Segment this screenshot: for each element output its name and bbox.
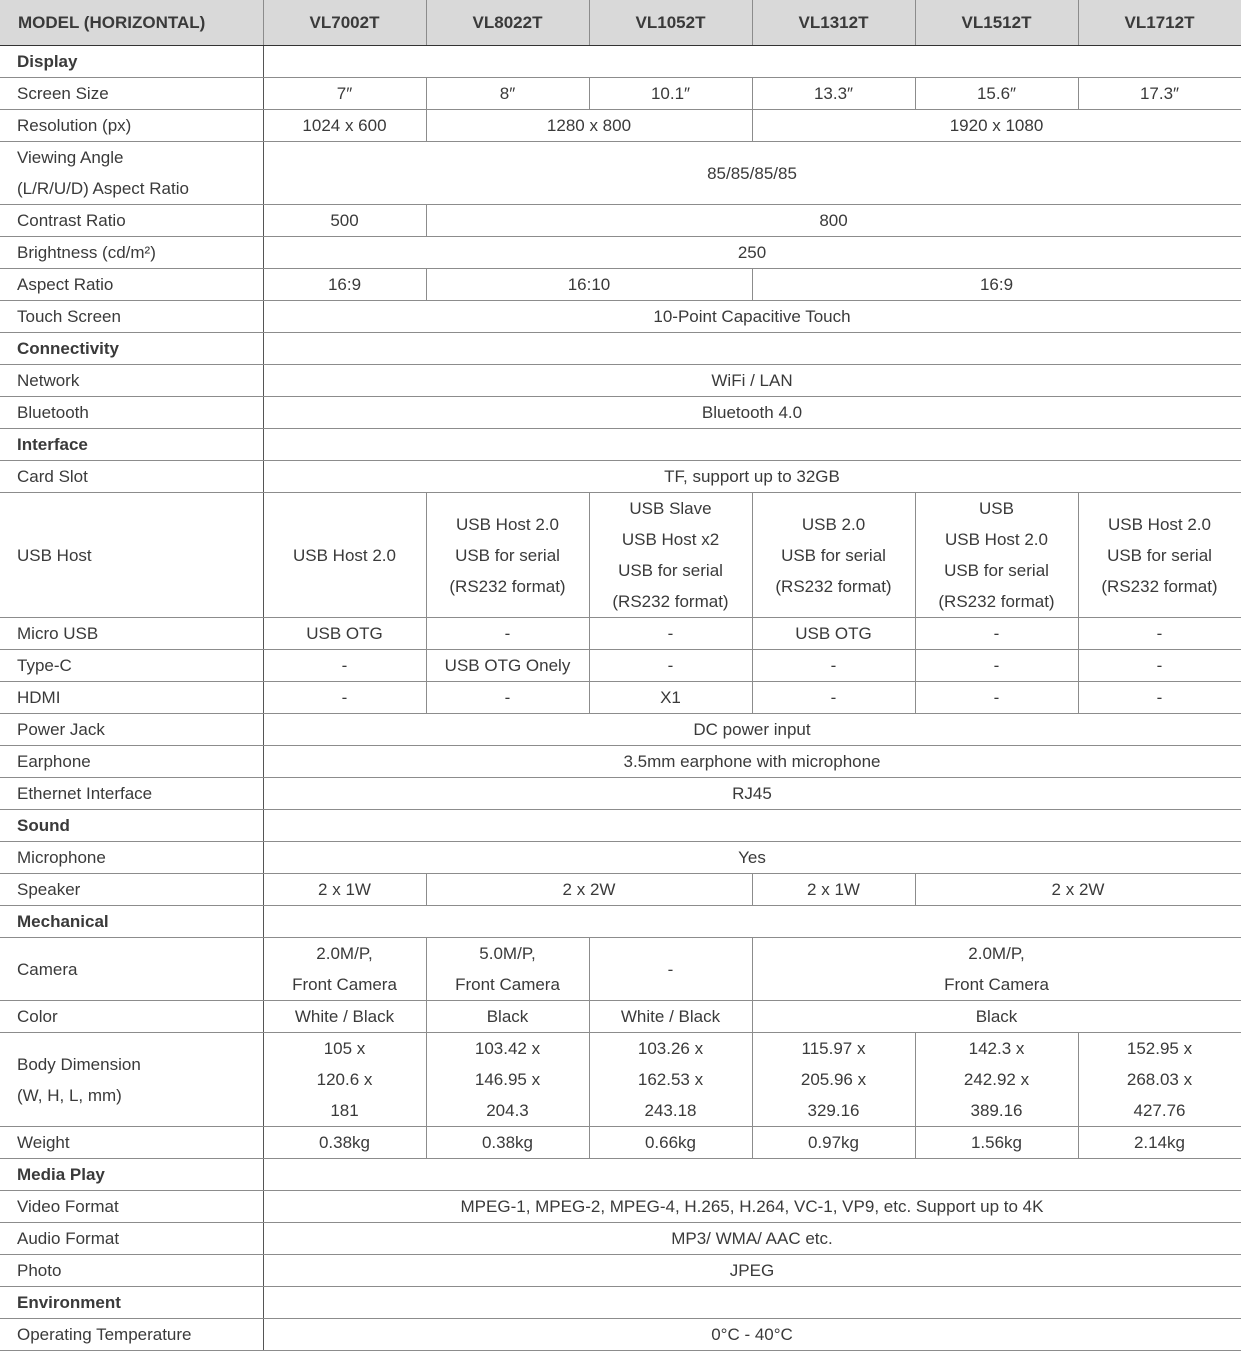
cell-line: 268.03 x (1126, 1070, 1193, 1089)
table-row (0, 493, 1241, 618)
cell (263, 493, 426, 618)
row-label-line: (L/R/U/D) Aspect Ratio (17, 179, 189, 198)
cell: - (752, 682, 915, 714)
cell: 250 (263, 237, 1241, 269)
empty-cell (263, 46, 1241, 78)
cell: - (426, 682, 589, 714)
table-row (0, 78, 1241, 110)
model-header: VL1712T (1078, 0, 1241, 46)
row-label: Microphone (0, 842, 263, 874)
table-row (0, 1001, 1241, 1033)
cell: - (1078, 682, 1241, 714)
table-row (0, 650, 1241, 682)
cell (915, 493, 1078, 618)
section-row (0, 429, 1241, 461)
table-row (0, 1223, 1241, 1255)
cell: 0.38kg (263, 1127, 426, 1159)
cell: USB OTG (263, 618, 426, 650)
cell-line: USB Host 2.0 (1108, 514, 1211, 534)
cell: 3.5mm earphone with microphone (263, 746, 1241, 778)
cell-line: 105 x (323, 1039, 366, 1058)
cell: 800 (426, 205, 1241, 237)
empty-cell (263, 1287, 1241, 1319)
model-header: VL8022T (426, 0, 589, 46)
cell-line: 162.53 x (637, 1070, 704, 1089)
row-label: Bluetooth (0, 397, 263, 429)
cell: - (915, 682, 1078, 714)
cell-line: 242.92 x (963, 1070, 1030, 1089)
cell-line: 181 (330, 1101, 359, 1120)
cell-line: 389.16 (970, 1101, 1023, 1120)
cell (589, 493, 752, 618)
cell: - (915, 650, 1078, 682)
cell-line: USB for serial (944, 561, 1049, 580)
cell-line: USB for serial (455, 545, 560, 565)
cell-line: 427.76 (1133, 1101, 1186, 1120)
model-header: VL1512T (915, 0, 1078, 46)
cell-line: USB Host 2.0 (945, 530, 1048, 549)
row-label: Audio Format (0, 1223, 263, 1255)
table-row (0, 778, 1241, 810)
cell-line: USB for serial (781, 545, 886, 565)
cell (915, 1033, 1078, 1127)
section-interface: Interface (0, 429, 263, 461)
cell: Black (426, 1001, 589, 1033)
cell: - (1078, 618, 1241, 650)
row-label: Screen Size (0, 78, 263, 110)
cell: - (589, 650, 752, 682)
row-label: Card Slot (0, 461, 263, 493)
cell: RJ45 (263, 778, 1241, 810)
row-label: Aspect Ratio (0, 269, 263, 301)
cell-line: USB Host 2.0 (293, 545, 396, 565)
cell: 17.3″ (1078, 78, 1241, 110)
cell: - (915, 618, 1078, 650)
cell-line: 243.18 (644, 1101, 697, 1120)
cell: 2 x 2W (426, 874, 752, 906)
empty-cell (263, 333, 1241, 365)
section-row (0, 333, 1241, 365)
cell-line: USB (979, 499, 1014, 518)
table-row (0, 237, 1241, 269)
cell: 0.38kg (426, 1127, 589, 1159)
row-label: Brightness (cd/m²) (0, 237, 263, 269)
cell: 2 x 1W (263, 874, 426, 906)
section-row (0, 906, 1241, 938)
section-row (0, 46, 1241, 78)
header-row (0, 0, 1241, 46)
cell: 10.1″ (589, 78, 752, 110)
cell: DC power input (263, 714, 1241, 746)
cell-line: USB Host 2.0 (456, 514, 559, 534)
table-row (0, 269, 1241, 301)
row-label: USB Host (0, 493, 263, 618)
cell-line: 152.95 x (1126, 1039, 1193, 1058)
row-label: Power Jack (0, 714, 263, 746)
table-row (0, 746, 1241, 778)
model-header-label: MODEL (HORIZONTAL) (0, 0, 263, 46)
cell: MPEG-1, MPEG-2, MPEG-4, H.265, H.264, VC-1, VP9, etc. Support up to 4K (263, 1191, 1241, 1223)
cell (752, 938, 1241, 1001)
table-row (0, 1127, 1241, 1159)
section-row (0, 810, 1241, 842)
table-row (0, 842, 1241, 874)
row-label: Earphone (0, 746, 263, 778)
cell: - (589, 618, 752, 650)
table-row (0, 1191, 1241, 1223)
table-row (0, 938, 1241, 1001)
cell-line: - (667, 959, 674, 979)
row-label: Speaker (0, 874, 263, 906)
cell (1078, 493, 1241, 618)
cell-line: (RS232 format) (938, 592, 1055, 611)
table-row (0, 682, 1241, 714)
cell (426, 493, 589, 618)
table-row (0, 874, 1241, 906)
table-row (0, 301, 1241, 333)
cell: 1920 x 1080 (752, 110, 1241, 142)
cell-line: USB Slave (629, 499, 712, 518)
cell-line: 204.3 (486, 1101, 529, 1120)
cell: MP3/ WMA/ AAC etc. (263, 1223, 1241, 1255)
cell: 10-Point Capacitive Touch (263, 301, 1241, 333)
cell: 1.56kg (915, 1127, 1078, 1159)
cell: 0.97kg (752, 1127, 915, 1159)
cell-line: USB 2.0 (801, 514, 866, 534)
cell: Bluetooth 4.0 (263, 397, 1241, 429)
cell-line: (RS232 format) (449, 576, 566, 596)
cell: White / Black (589, 1001, 752, 1033)
cell (1078, 1033, 1241, 1127)
cell: USB OTG (752, 618, 915, 650)
row-label: Operating Temperature (0, 1319, 263, 1351)
section-sound: Sound (0, 810, 263, 842)
cell-line: 103.26 x (637, 1039, 704, 1058)
cell: - (263, 650, 426, 682)
cell (263, 1033, 426, 1127)
cell: 2 x 2W (915, 874, 1241, 906)
cell (752, 493, 915, 618)
empty-cell (263, 906, 1241, 938)
row-label: Touch Screen (0, 301, 263, 333)
cell: 0°C - 40°C (263, 1319, 1241, 1351)
cell: 15.6″ (915, 78, 1078, 110)
cell (426, 1033, 589, 1127)
table-row (0, 1319, 1241, 1351)
row-label: Photo (0, 1255, 263, 1287)
section-media-play: Media Play (0, 1159, 263, 1191)
model-header: VL1312T (752, 0, 915, 46)
cell: USB OTG Onely (426, 650, 589, 682)
section-environment: Environment (0, 1287, 263, 1319)
cell-line: 205.96 x (800, 1070, 867, 1089)
section-row (0, 1287, 1241, 1319)
empty-cell (263, 810, 1241, 842)
table-row (0, 205, 1241, 237)
row-label: Video Format (0, 1191, 263, 1223)
cell-line: 5.0M/P, (479, 944, 536, 963)
cell (263, 938, 426, 1001)
cell-line: USB for serial (618, 561, 723, 580)
row-label: Resolution (px) (0, 110, 263, 142)
cell: JPEG (263, 1255, 1241, 1287)
table-row (0, 142, 1241, 205)
row-label: Network (0, 365, 263, 397)
row-label (0, 142, 263, 205)
model-header: VL1052T (589, 0, 752, 46)
cell: 16:10 (426, 269, 752, 301)
cell (426, 938, 589, 1001)
cell-line: 146.95 x (474, 1070, 541, 1089)
row-label (0, 1033, 263, 1127)
section-row (0, 1159, 1241, 1191)
cell: 1280 x 800 (426, 110, 752, 142)
cell-line: Front Camera (944, 975, 1049, 994)
row-label: Ethernet Interface (0, 778, 263, 810)
cell: Yes (263, 842, 1241, 874)
cell-line: 115.97 x (801, 1039, 866, 1058)
cell: 500 (263, 205, 426, 237)
table-row (0, 1255, 1241, 1287)
cell-line: (RS232 format) (1101, 576, 1218, 596)
empty-cell (263, 1159, 1241, 1191)
cell (752, 1033, 915, 1127)
cell: - (263, 682, 426, 714)
table-row (0, 714, 1241, 746)
row-label: Color (0, 1001, 263, 1033)
cell: - (752, 650, 915, 682)
cell: 16:9 (752, 269, 1241, 301)
cell-line: USB for serial (1107, 545, 1212, 565)
row-label-line: Viewing Angle (17, 148, 124, 167)
cell: 16:9 (263, 269, 426, 301)
table-row (0, 365, 1241, 397)
table-row (0, 110, 1241, 142)
table-row (0, 1033, 1241, 1127)
row-label-line: Body Dimension (17, 1054, 141, 1074)
cell-line: USB Host x2 (621, 530, 720, 549)
row-label-line: (W, H, L, mm) (17, 1085, 122, 1105)
cell: - (426, 618, 589, 650)
cell-line: 142.3 x (968, 1039, 1025, 1058)
table-row (0, 397, 1241, 429)
row-label: Contrast Ratio (0, 205, 263, 237)
cell: 13.3″ (752, 78, 915, 110)
cell: Black (752, 1001, 1241, 1033)
cell (589, 938, 752, 1001)
cell: 2.14kg (1078, 1127, 1241, 1159)
table-row (0, 461, 1241, 493)
row-label: HDMI (0, 682, 263, 714)
empty-cell (263, 429, 1241, 461)
cell: White / Black (263, 1001, 426, 1033)
cell: 85/85/85/85 (263, 142, 1241, 205)
cell: 8″ (426, 78, 589, 110)
cell: - (1078, 650, 1241, 682)
cell: 1024 x 600 (263, 110, 426, 142)
row-label: Micro USB (0, 618, 263, 650)
model-header: VL7002T (263, 0, 426, 46)
section-display: Display (0, 46, 263, 78)
row-label: Camera (0, 938, 263, 1001)
cell-line: Front Camera (292, 975, 397, 994)
cell: 2 x 1W (752, 874, 915, 906)
row-label: Weight (0, 1127, 263, 1159)
cell-line: (RS232 format) (775, 576, 892, 596)
cell: WiFi / LAN (263, 365, 1241, 397)
cell: 0.66kg (589, 1127, 752, 1159)
cell (589, 1033, 752, 1127)
cell-line: 120.6 x (316, 1070, 373, 1089)
cell: 7″ (263, 78, 426, 110)
cell-line: 103.42 x (474, 1039, 541, 1058)
cell-line: (RS232 format) (612, 592, 729, 611)
cell: X1 (589, 682, 752, 714)
cell-line: 329.16 (807, 1101, 860, 1120)
cell: TF, support up to 32GB (263, 461, 1241, 493)
section-mechanical: Mechanical (0, 906, 263, 938)
row-label: Type-C (0, 650, 263, 682)
cell-line: Front Camera (455, 975, 560, 994)
cell-line: 2.0M/P, (316, 944, 373, 963)
section-connectivity: Connectivity (0, 333, 263, 365)
table-row (0, 618, 1241, 650)
cell-line: 2.0M/P, (968, 944, 1025, 963)
